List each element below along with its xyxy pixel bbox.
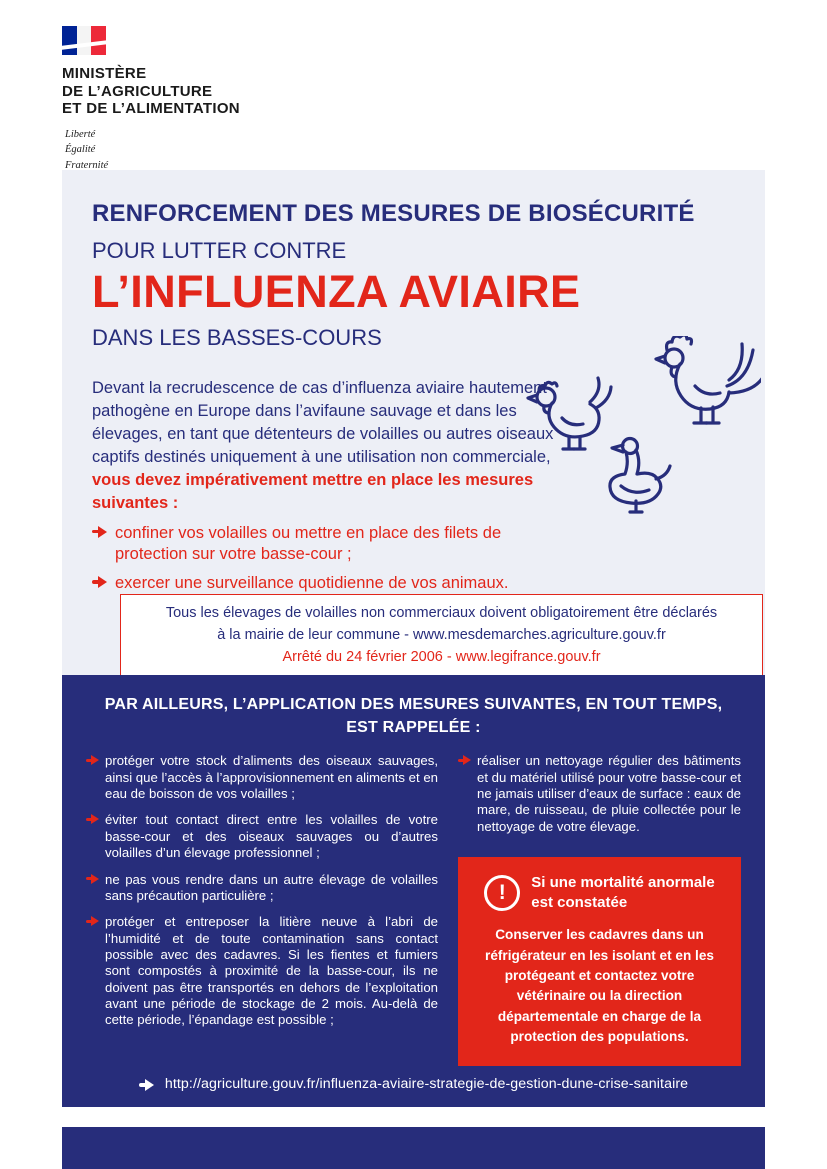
french-flag-icon [62, 26, 106, 55]
list-item [92, 523, 572, 567]
measures-heading [86, 693, 741, 739]
arrow-icon [86, 813, 105, 825]
arrow-icon [458, 754, 477, 766]
info-link-row [62, 1076, 765, 1092]
list-item [86, 914, 438, 1029]
declaration-line-2-link[interactable]: à la mairie de leur commune - www.mesdemarches.agriculture.gouv.fr [217, 626, 666, 643]
footer-bar [62, 1127, 765, 1169]
ministry-line-3: ET DE L’ALIMENTATION [62, 100, 240, 118]
measure-text: protéger et entreposer la litière neuve à l’abri de l’humidité et de toute contamination sans contact possible avec des cadavres. Si les fientes et fumiers sont compostés à proximité de la basse-cour, ils ne doivent pas être transportés en dehors de l’exploitation avant une période de stockage de 2 mois. Au-delà de cette période, l’épandage est possible ; [105, 914, 438, 1028]
list-item [92, 573, 572, 595]
flag-white-stripe [77, 26, 92, 55]
bullet-text: exercer une surveillance quotidienne de vos animaux. [115, 574, 509, 593]
arrow-icon [86, 873, 105, 885]
measures-right-column [458, 753, 741, 1065]
alert-title-line-2: est constatée [531, 893, 628, 911]
hero-section [62, 170, 765, 675]
measures-heading-line-1: PAR AILLEURS, L’APPLICATION DES MESURES SUIVANTES, EN TOUT TEMPS, [104, 696, 723, 713]
ministry-name [62, 65, 240, 118]
intro-text: Devant la recrudescence de cas d’influenza aviaire hautement pathogène en Europe dans l’avifaune sauvage et dans les élevages, en tant que détenteurs de volailles ou autres oiseaux captifs destinés uniquement à une utilisation non commerciale, [92, 379, 554, 467]
declaration-box [120, 594, 763, 677]
motto-liberte: Liberté [65, 129, 96, 141]
measure-text: ne pas vous rendre dans un autre élevage de volailles sans précaution particulière ; [105, 871, 438, 903]
info-link[interactable]: http://agriculture.gouv.fr/influenza-aviaire-strategie-de-gestion-dune-crise-sanitaire [164, 1076, 689, 1092]
title-biosecurity: RENFORCEMENT DES MESURES DE BIOSÉCURITÉ [92, 200, 695, 227]
exclamation-glyph: ! [498, 880, 506, 904]
motto-fraternite: Fraternité [65, 159, 109, 171]
declaration-line-3-link[interactable]: Arrêté du 24 février 2006 - www.legifrance.gouv.fr [282, 648, 601, 665]
arrow-icon [86, 915, 105, 927]
alert-title [531, 873, 714, 912]
flag-red-stripe [91, 26, 106, 55]
intro-paragraph [92, 377, 562, 516]
measures-section [62, 675, 765, 1107]
intro-emphasis: vous devez impérativement mettre en place les mesures suivantes [92, 471, 534, 513]
exclamation-icon [484, 875, 520, 911]
measures-columns [86, 753, 741, 1065]
measures-heading-line-2: EST RAPPELÉE : [346, 719, 481, 737]
measures-left-column [86, 753, 438, 1065]
hen-icon [528, 378, 611, 449]
alert-body: Conserver les cadavres dans un réfrigérateur en les isolant et en les protégeant et contactez votre vétérinaire ou la direction départementale en charge de la protection des populations. [485, 927, 714, 1045]
measure-text: protéger votre stock d’aliments des oiseaux sauvages, ainsi que l’accès à l’approvisionnement en aliments et en eau de boisson de vos volailles ; [105, 753, 438, 802]
government-header [62, 26, 240, 173]
bullet-text: confiner vos volailles ou mettre en place des filets de protection sur votre basse-cour ; [115, 523, 502, 564]
subtitle-pour-lutter: POUR LUTTER CONTRE [92, 238, 347, 263]
measure-text: éviter tout contact direct entre les volailles de votre basse-cour et des oiseaux sauvages ou d’autres volailles d’un élevage professionnel ; [105, 812, 438, 861]
alert-title-line-1: Si une mortalité anormale [531, 874, 715, 892]
motto-egalite: Égalité [65, 144, 96, 156]
arrow-icon [92, 525, 115, 539]
measure-text: réaliser un nettoyage régulier des bâtiments et du matériel utilisé pour votre basse-cour et ne jamais utiliser d’eaux de surface : eaux de mare, de ruisseau, de pluie collectée pour le nettoyage de votre élevage. [477, 753, 741, 834]
ministry-line-1: MINISTÈRE [62, 65, 147, 82]
mortality-alert-box [458, 857, 741, 1065]
list-item [86, 753, 438, 802]
arrow-icon [86, 754, 105, 766]
title-influenza-aviaire: L’INFLUENZA AVIAIRE [92, 266, 581, 317]
arrow-icon [92, 575, 115, 589]
flag-blue-stripe [62, 26, 77, 55]
republic-motto [62, 127, 240, 173]
declaration-line-1: Tous les élevages de volailles non commerciaux doivent obligatoirement être déclarés [165, 605, 718, 621]
alert-header [472, 873, 727, 912]
subtitle-basses-cours: DANS LES BASSES-COURS [92, 325, 382, 350]
ministry-line-2: DE L’AGRICULTURE [62, 82, 213, 100]
list-item [86, 812, 438, 861]
rooster-icon [656, 336, 761, 423]
hero-bullet-list [92, 523, 572, 595]
poultry-illustration [513, 336, 761, 541]
list-item [86, 872, 438, 905]
intro-suffix: : [168, 494, 179, 513]
goose-icon [610, 439, 670, 513]
arrow-icon [139, 1078, 155, 1092]
list-item [458, 753, 741, 835]
